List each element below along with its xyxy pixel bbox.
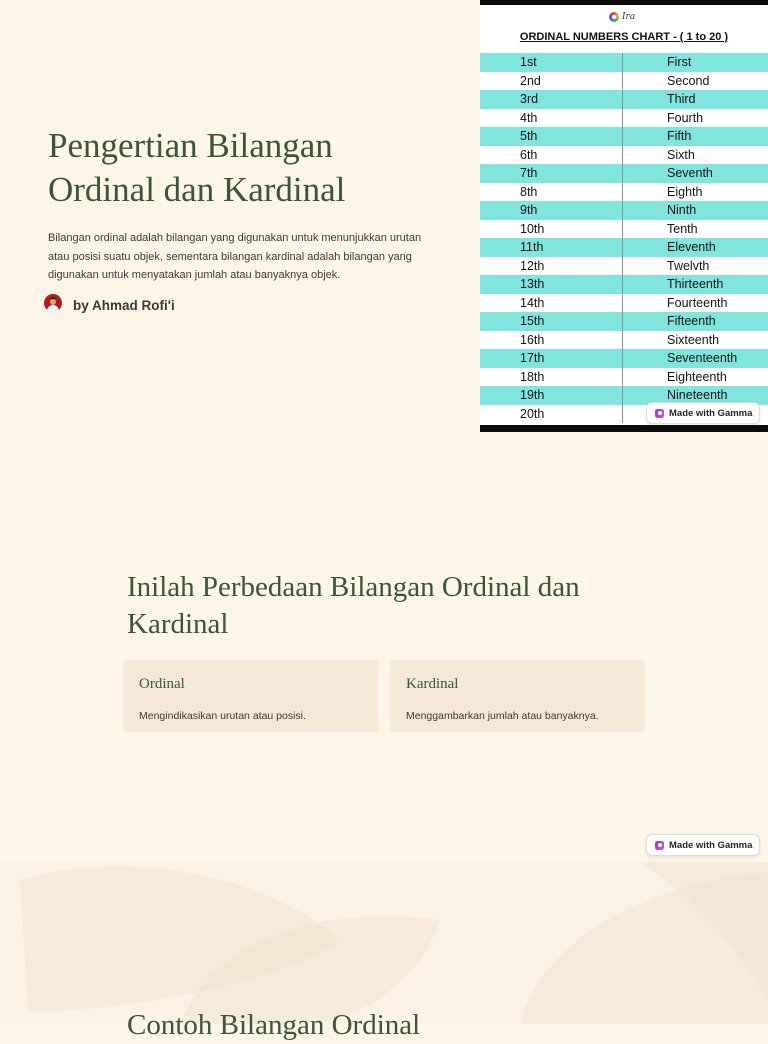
ordinal-number-cell: 20th xyxy=(480,405,623,424)
ordinal-word-cell: Seventeenth xyxy=(667,351,738,365)
chart-row xyxy=(480,312,768,331)
page-title: Pengertian Bilangan Ordinal dan Kardinal xyxy=(48,126,346,209)
gamma-badge-label: Made with Gamma xyxy=(669,839,753,851)
chart-row xyxy=(480,220,768,239)
ordinal-number-cell: 2nd xyxy=(480,72,623,91)
ordinal-number-cell: 12th xyxy=(480,257,623,276)
chart-row xyxy=(480,275,768,294)
ordinal-word-cell: Fifteenth xyxy=(667,314,716,328)
chart-row xyxy=(480,294,768,313)
ordinal-number-cell: 18th xyxy=(480,368,623,387)
ordinal-word-cell: Third xyxy=(667,92,696,106)
examples-section xyxy=(0,862,768,1041)
made-with-gamma-badge[interactable] xyxy=(646,834,760,856)
ordinal-number-cell: 10th xyxy=(480,220,623,239)
logo-ring-icon xyxy=(609,12,619,22)
ordinal-number-cell: 1st xyxy=(480,53,623,72)
ordinal-word-cell: Eighteenth xyxy=(667,369,727,384)
gamma-logo-icon xyxy=(655,841,664,850)
ordinal-number-cell: 9th xyxy=(480,201,623,220)
chart-row xyxy=(480,257,768,276)
chart-canvas xyxy=(480,5,768,425)
leaf-background xyxy=(0,862,768,1024)
ordinal-word-cell: Sixteenth xyxy=(667,332,720,347)
ordinal-chart-image xyxy=(480,0,768,432)
chart-row xyxy=(480,349,768,368)
ordinal-word-cell: Thirteenth xyxy=(667,277,724,291)
ordinal-word-cell: First xyxy=(667,55,692,69)
gamma-logo-icon xyxy=(655,409,664,418)
ordinal-number-cell: 16th xyxy=(480,331,623,350)
chart-row xyxy=(480,331,768,350)
chart-row xyxy=(480,109,768,128)
chart-row xyxy=(480,90,768,109)
chart-logo xyxy=(609,11,635,23)
card-title: Kardinal xyxy=(406,676,459,692)
ordinal-word-cell: Nineteenth xyxy=(667,388,728,402)
author-avatar xyxy=(44,294,62,312)
ordinal-word-cell: Seventh xyxy=(667,166,713,180)
ordinal-word-cell: Eighth xyxy=(667,184,703,199)
ordinal-number-cell: 19th xyxy=(480,386,623,405)
card-kardinal xyxy=(390,660,645,732)
ordinal-word-cell: Second xyxy=(667,73,710,88)
ordinal-number-cell: 7th xyxy=(480,164,623,183)
card-ordinal xyxy=(123,660,378,732)
chart-row xyxy=(480,368,768,387)
ordinal-number-cell: 11th xyxy=(480,238,623,257)
made-with-gamma-badge[interactable] xyxy=(646,402,760,424)
chart-row xyxy=(480,127,768,146)
examples-title: Contoh Bilangan Ordinal xyxy=(127,1009,421,1041)
ordinal-word-cell: Tenth xyxy=(667,221,698,236)
avatar-head xyxy=(50,297,56,305)
card-title: Ordinal xyxy=(139,676,185,692)
card-text: Menggambarkan jumlah atau banyaknya. xyxy=(406,710,599,722)
ordinal-number-cell: 4th xyxy=(480,109,623,128)
ordinal-word-cell: Eleventh xyxy=(667,240,716,254)
chart-title: ORDINAL NUMBERS CHART - ( 1 to 20 ) xyxy=(519,31,729,43)
chart-row xyxy=(480,238,768,257)
ordinal-word-cell: Twelvth xyxy=(667,258,710,273)
avatar-body xyxy=(47,305,59,315)
author-name: by Ahmad Rofi'i xyxy=(73,298,175,313)
comparison-title: Inilah Perbedaan Bilangan Ordinal dan Kardinal xyxy=(127,571,580,640)
ordinal-number-cell: 17th xyxy=(480,349,623,368)
ordinal-number-cell: 15th xyxy=(480,312,623,331)
ordinal-word-cell: Ninth xyxy=(667,203,697,217)
hero-description: Bilangan ordinal adalah bilangan yang digunakan untuk menunjukkan urutan atau posisi suatu objek, sementara bilangan kardinal adalah bilangan yang digunakan untuk menyatakan jumlah atau banyaknya objek. xyxy=(48,232,422,281)
ordinal-number-cell: 14th xyxy=(480,294,623,313)
ordinal-word-cell: Sixth xyxy=(667,147,695,162)
ordinal-number-cell: 8th xyxy=(480,183,623,202)
chart-row xyxy=(480,164,768,183)
chart-row xyxy=(480,72,768,91)
ordinal-number-cell: 5th xyxy=(480,127,623,146)
logo-text: Ira xyxy=(622,12,636,22)
ordinal-word-cell: Fifth xyxy=(667,129,692,143)
author-byline xyxy=(44,294,204,312)
ordinal-number-cell: 3rd xyxy=(480,90,623,109)
chart-row xyxy=(480,53,768,72)
card-text: Mengindikasikan urutan atau posisi. xyxy=(139,710,306,722)
ordinal-word-cell: Fourteenth xyxy=(667,295,728,310)
chart-table xyxy=(480,53,768,423)
chart-row xyxy=(480,146,768,165)
chart-row xyxy=(480,201,768,220)
ordinal-number-cell: 13th xyxy=(480,275,623,294)
ordinal-word-cell: Fourth xyxy=(667,110,704,125)
ordinal-number-cell: 6th xyxy=(480,146,623,165)
gamma-badge-label: Made with Gamma xyxy=(669,407,753,419)
chart-row xyxy=(480,183,768,202)
